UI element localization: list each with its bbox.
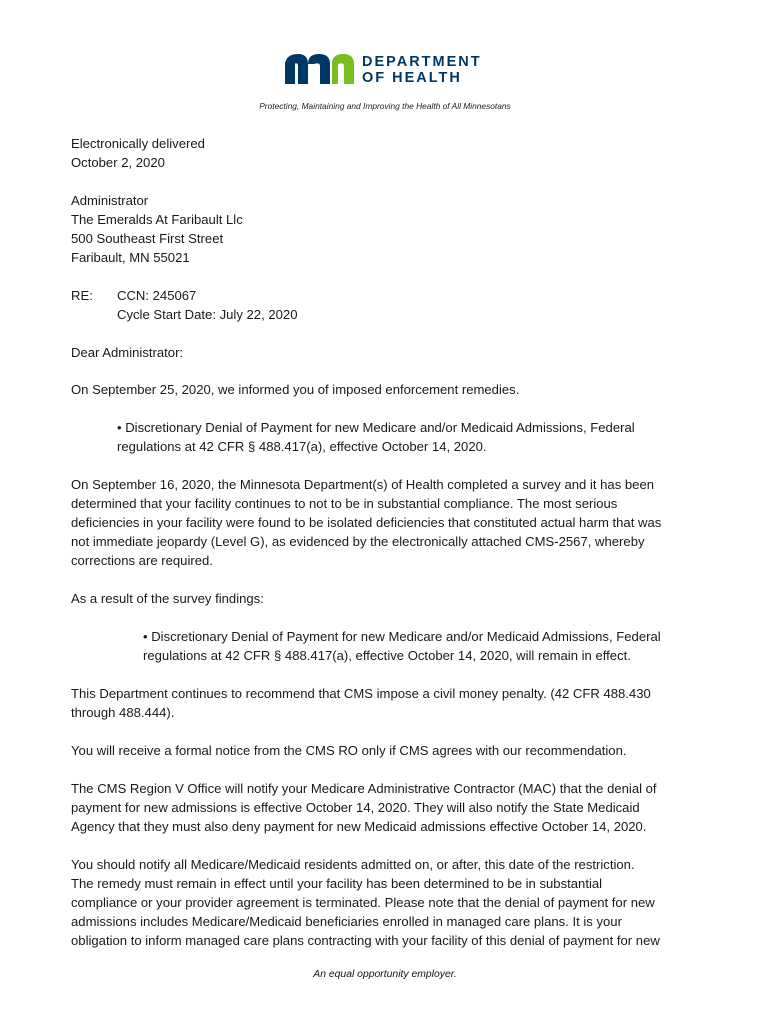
paragraph-4 (71, 684, 711, 722)
footer-equal-opportunity: An equal opportunity employer. (313, 969, 457, 980)
bullet-2 (143, 627, 703, 665)
re-details (117, 286, 298, 324)
paragraph-6 (71, 779, 711, 836)
paragraph-line: admissions includes Medicare/Medicaid beneficiaries enrolled in managed care plans. It is your (71, 914, 622, 929)
bullet-1-line: • Discretionary Denial of Payment for new Medicare and/or Medicaid Admissions, Federal (117, 420, 635, 435)
paragraph-line: not immediate jeopardy (Level G), as evidenced by the electronically attached CMS-2567, whereby (71, 534, 645, 549)
paragraph-line: Agency that they must also deny payment for new Medicaid admissions effective October 14, 2020. (71, 819, 647, 834)
paragraph-line: deficiencies in your facility were found to be isolated deficiencies that constituted actual harm that was (71, 515, 662, 530)
paragraph-2 (71, 475, 711, 570)
paragraph-7 (71, 855, 711, 950)
letter-date: October 2, 2020 (71, 155, 165, 170)
paragraph-line: This Department continues to recommend that CMS impose a civil money penalty. (42 CFR 488.430 (71, 686, 651, 701)
delivery-method: Electronically delivered (71, 136, 205, 151)
recipient-street: 500 Southeast First Street (71, 231, 224, 246)
paragraph-line: obligation to inform managed care plans contracting with your facility of this denial of payment for new (71, 933, 660, 948)
bullet-2-line: • Discretionary Denial of Payment for new Medicare and/or Medicaid Admissions, Federal (143, 629, 661, 644)
logo-line-department: DEPARTMENT (362, 54, 482, 70)
paragraph-line: The remedy must remain in effect until your facility has been determined to be in substantial (71, 876, 603, 891)
delivery-block (71, 134, 711, 172)
paragraph-line: compliance or your provider agreement is terminated. Please note that the denial of payment for new (71, 895, 655, 910)
bullet-1 (117, 418, 707, 456)
logo-line-of-health: OF HEALTH (362, 70, 462, 86)
paragraph-3: As a result of the survey findings: (71, 591, 264, 606)
recipient-title: Administrator (71, 193, 149, 208)
paragraph-line: On September 16, 2020, the Minnesota Department(s) of Health completed a survey and it has been (71, 477, 655, 492)
bullet-1-line: regulations at 42 CFR § 488.417(a), effective October 14, 2020. (117, 439, 487, 454)
bullet-2-line: regulations at 42 CFR § 488.417(a), effective October 14, 2020, will remain in effect. (143, 648, 631, 663)
recipient-facility: The Emeralds At Faribault Llc (71, 212, 243, 227)
re-cycle-start: Cycle Start Date: July 22, 2020 (117, 307, 298, 322)
salutation: Dear Administrator: (71, 345, 184, 360)
paragraph-5: You will receive a formal notice from the CMS RO only if CMS agrees with our recommendation. (71, 743, 627, 758)
paragraph-line: The CMS Region V Office will notify your Medicare Administrative Contractor (MAC) that the denial of (71, 781, 657, 796)
paragraph-line: payment for new admissions is effective October 14, 2020. They will also notify the State Medicaid (71, 800, 640, 815)
re-label: RE: (71, 288, 93, 303)
paragraph-1: On September 25, 2020, we informed you of imposed enforcement remedies. (71, 382, 520, 397)
re-ccn: CCN: 245067 (117, 288, 197, 303)
logo-wordmark (362, 54, 482, 86)
paragraph-line: determined that your facility continues to not to be in substantial compliance. The most serious (71, 496, 618, 511)
paragraph-line: corrections are required. (71, 553, 213, 568)
paragraph-line: You should notify all Medicare/Medicaid residents admitted on, or after, this date of the restriction. (71, 857, 635, 872)
mn-logo-icon (284, 52, 356, 86)
recipient-address (71, 191, 711, 267)
mdh-logo (284, 52, 494, 88)
tagline: Protecting, Maintaining and Improving the Health of All Minnesotans (259, 101, 511, 111)
recipient-city: Faribault, MN 55021 (71, 250, 190, 265)
paragraph-line: through 488.444). (71, 705, 175, 720)
